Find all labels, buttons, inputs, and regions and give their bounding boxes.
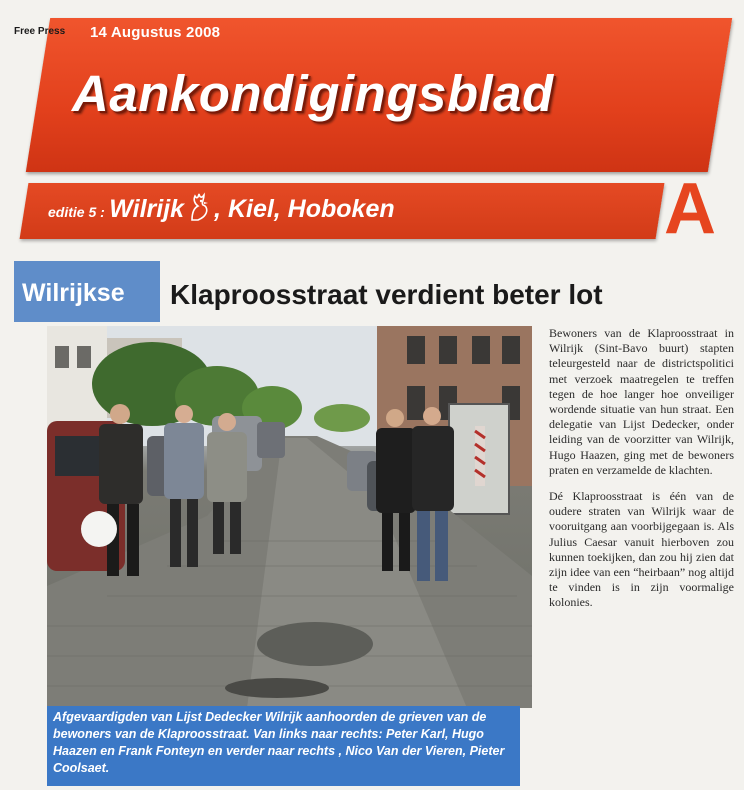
article-photo	[47, 326, 532, 708]
article-kicker: Wilrijkse	[14, 261, 160, 322]
caption-text: Afgevaardigden van Lijst Dedecker Wilrijk aanhoorden de grieven van de bewoners van de Klaproosstraat. Van links naar rechts: Peter Karl, Hugo Haazen en Frank Fonteyn en verder naar rechts ,	[53, 710, 487, 758]
caption-names: Nico Van der Vieren, Pieter Coolsaet.	[53, 744, 505, 775]
article-headline: Klaproosstraat verdient beter lot	[170, 279, 603, 310]
edition-place-wilrijk: Wilrijk	[109, 195, 185, 223]
section-letter: A	[664, 169, 714, 249]
article-body	[549, 326, 734, 622]
edition-places-rest: , Kiel, Hoboken	[214, 195, 395, 223]
article-paragraph: Dé Klaproosstraat is één van de oudere straten van Wilrijk waar de vooruitgang aan voorbijgegaan is. Als Julius Caesar vanuit hierboven zou kunnen toekijken, dan zou hij zien dat zijn idee van een “heirbaan” nog altijd te vinden is in zijn voormalige kolonies.	[549, 489, 734, 610]
article-paragraph: Bewoners van de Klaproosstraat in Wilrijk (Sint-Bavo buurt) stapten teleurgesteld naar de districtspolitici met verzoek maatregelen te treffen tegen de hoe langer hoe onveiliger wordende situatie van hun straat. Een delegatie van Lijst Dedecker, onder leiding van de voorzitter van Wilrijk, Hugo Haazen, ging met de bewoners praten en verzamelde de klachten.	[549, 326, 734, 477]
brand-logo: Free Press	[14, 26, 66, 37]
street-scene-image	[47, 326, 532, 708]
photo-caption	[47, 706, 520, 786]
masthead-title: Aankondigingsblad	[72, 65, 554, 122]
edition-line	[48, 195, 395, 227]
edition-label: editie 5 :	[48, 204, 105, 220]
rooster-icon	[188, 192, 210, 227]
issue-date: 14 Augustus 2008	[90, 24, 221, 41]
